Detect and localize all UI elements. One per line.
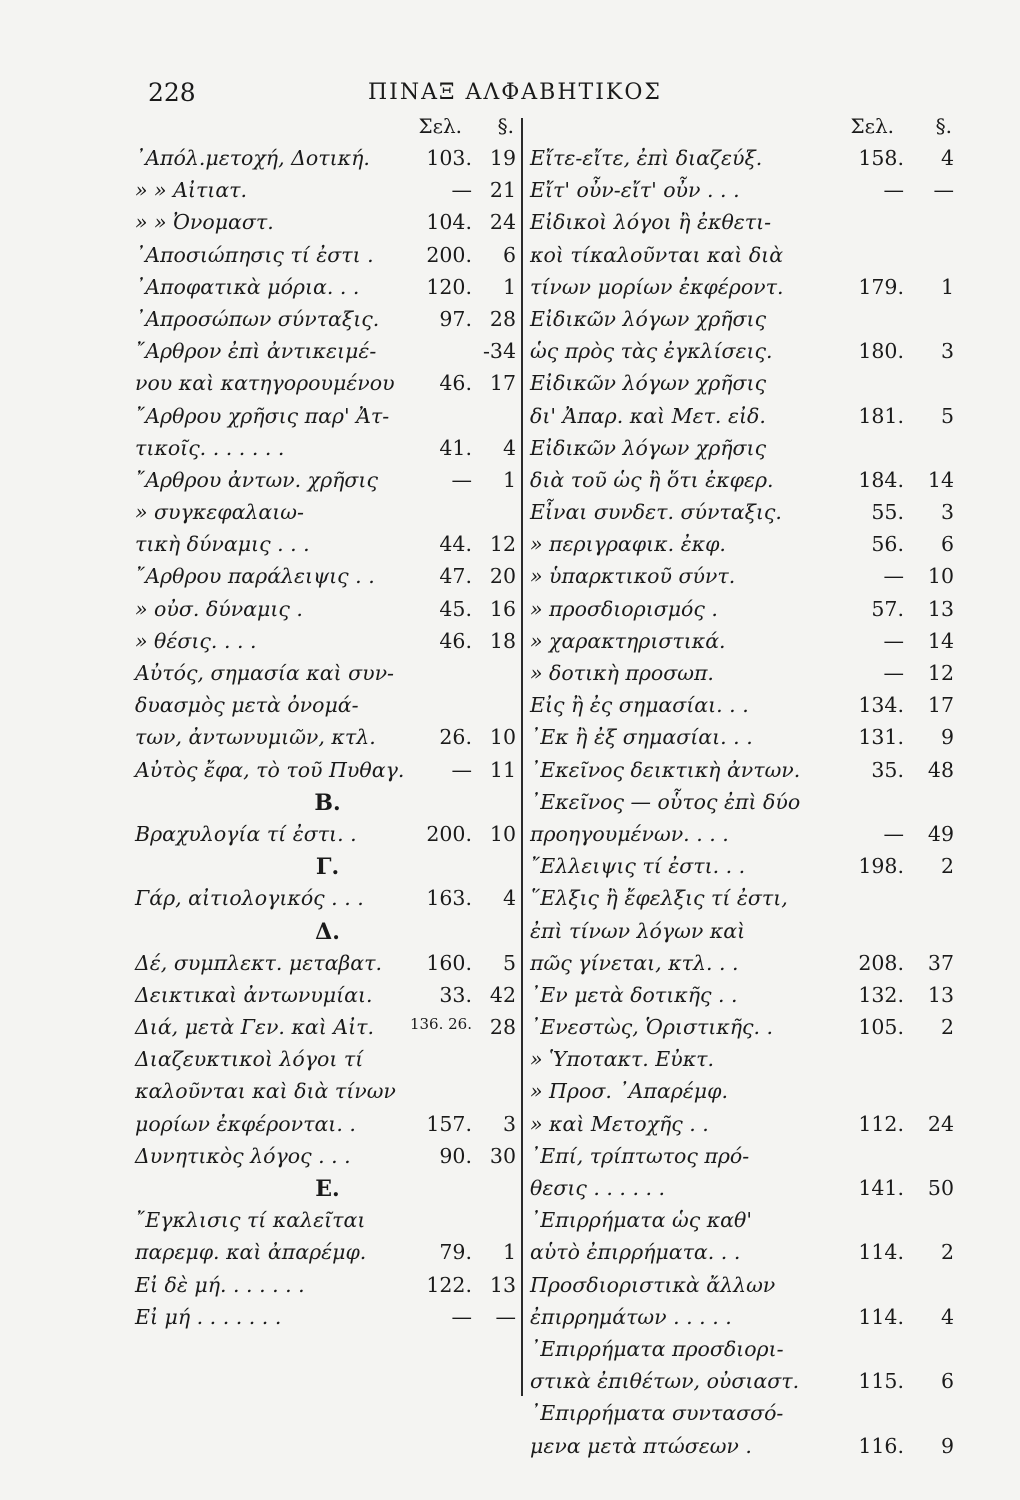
entry-section: 28: [489, 306, 516, 331]
entry-section: 9: [940, 1433, 954, 1458]
entry-text: » ὑπαρκτικοῦ σύντ.: [530, 564, 736, 589]
entry-section: 16: [489, 596, 516, 621]
entry-text: Αὐτός, σημασία καὶ συν-: [135, 661, 394, 685]
index-entry: [135, 1142, 520, 1174]
entry-text: ἐπιρρημάτων . . . . .: [530, 1304, 732, 1329]
entry-page: 45.: [439, 596, 472, 621]
entry-text: θεσις . . . . . .: [530, 1176, 666, 1200]
index-entry: [135, 369, 520, 401]
index-entry: [530, 1303, 954, 1335]
entry-page: 57.: [871, 596, 904, 621]
index-entry: [530, 273, 954, 305]
index-entry: [530, 1399, 950, 1431]
entry-text: ᾿Εκεῖνος δεικτικὴ ἀντων.: [530, 757, 801, 782]
index-entry: [530, 981, 954, 1013]
page-column-label: Σελ.: [418, 114, 462, 138]
index-entry: [530, 176, 954, 208]
entry-page: 116.: [858, 1433, 904, 1458]
entry-section: 1: [940, 274, 954, 299]
entry-text: Διά, μετὰ Γεν. καὶ Αἰτ.: [135, 1015, 375, 1040]
page-number: 228: [148, 78, 196, 107]
index-entry: [530, 1335, 950, 1367]
index-entry: [530, 144, 954, 176]
entry-text: ἐπὶ τίνων λόγων καὶ: [530, 918, 746, 943]
entry-page: 179.: [858, 274, 904, 299]
entry-section: 11: [489, 757, 516, 782]
entry-page: 103.: [426, 146, 472, 170]
index-entry: [135, 659, 520, 691]
entry-page: 97.: [439, 306, 472, 331]
index-entry: [530, 1432, 954, 1464]
entry-page: 180.: [858, 339, 904, 364]
entry-text: παρεμφ. καὶ ἀπαρέμφ.: [135, 1240, 367, 1265]
entry-section: 12: [927, 661, 954, 685]
index-entry: [530, 305, 950, 337]
entry-section: 10: [489, 821, 516, 846]
entry-page: 46.: [439, 628, 472, 653]
entry-section: 24: [927, 1111, 954, 1136]
index-entry: [135, 208, 520, 240]
entry-page: 112.: [858, 1111, 904, 1136]
entry-text: Εἰδικοὶ λόγοι ἢ ἐκθετι-: [530, 210, 772, 235]
index-entry: [530, 595, 954, 627]
index-entry: [135, 820, 520, 852]
entry-page: 141.: [858, 1176, 904, 1200]
entry-text: διὰ τοῦ ὡς ἢ ὅτι ἐκφερ.: [530, 467, 774, 492]
index-entry: [530, 434, 950, 466]
entry-page: —: [451, 1304, 472, 1329]
entry-page: 41.: [439, 435, 472, 460]
entry-section: 21: [489, 178, 516, 203]
entry-text: καλοῦνται καὶ διὰ τίνων: [135, 1079, 396, 1104]
entry-section: —: [495, 1304, 516, 1329]
entry-text: » χαρακτηριστικά.: [530, 628, 726, 653]
entry-text: τικοῖς. . . . . . .: [135, 435, 285, 460]
entry-text: » Ὑποτακτ. Εὐκτ.: [530, 1047, 715, 1072]
entry-text: Εἰ δὲ μή. . . . . . .: [135, 1272, 305, 1297]
index-entry: [530, 659, 954, 691]
entry-text: ῎Εγκλισις τί καλεῖται: [135, 1208, 366, 1233]
index-entry: [135, 434, 520, 466]
index-entry: [530, 917, 950, 949]
entry-section: 2: [940, 1240, 954, 1265]
entry-section: 37: [927, 950, 954, 975]
entry-section: 20: [489, 564, 516, 589]
entry-text: Αὐτὸς ἔφα, τὸ τοῦ Πυθαγ.: [135, 757, 405, 782]
entry-text: ᾿Επιρρήματα συντασσό-: [530, 1401, 784, 1426]
entry-page: 33.: [439, 982, 472, 1007]
index-entry: [135, 498, 520, 530]
letter-heading-text: Γ.: [315, 854, 340, 881]
entry-section: 3: [940, 500, 954, 525]
entry-section: 10: [489, 725, 516, 750]
entry-text: » » Αἰτιατ.: [135, 178, 248, 203]
entry-page: 26.: [439, 725, 472, 750]
index-entry: [135, 627, 520, 659]
index-entry: [135, 1013, 520, 1045]
entry-section: 30: [489, 1143, 516, 1168]
entry-text: ῎Αρθρου ἀντων. χρῆσις: [135, 467, 378, 492]
entry-text: ᾿Ενεστὼς, Ὁριστικῆς. .: [530, 1015, 774, 1040]
letter-heading-text: Β.: [314, 789, 341, 816]
entry-text: τίνων μορίων ἐκφέροντ.: [530, 274, 784, 299]
letter-heading: [135, 917, 520, 949]
index-entry: [530, 852, 954, 884]
index-entry: [530, 241, 950, 273]
entry-text: Δέ, συμπλεκτ. μεταβατ.: [135, 950, 382, 975]
index-entry: [530, 208, 950, 240]
entry-page: 181.: [858, 403, 904, 428]
entry-page: 134.: [858, 693, 904, 718]
index-entry: [135, 981, 520, 1013]
page-column-label: Σελ.: [850, 114, 894, 138]
entry-section: 6: [502, 242, 516, 267]
entry-section: 1: [502, 467, 516, 492]
entry-section: 5: [502, 950, 516, 975]
index-entry: [530, 466, 954, 498]
entry-text: Εἴτ' οὖν-εἴτ' οὖν . . .: [530, 178, 740, 203]
entry-text: πῶς γίνεται, κτλ. . .: [530, 950, 739, 975]
entry-section: 3: [940, 339, 954, 364]
section-column-label: §.: [935, 114, 952, 138]
entry-text: Δυνητικὸς λόγος . . .: [135, 1143, 351, 1168]
entry-page: —: [883, 564, 904, 589]
index-entry: [530, 691, 954, 723]
left-column: [135, 112, 520, 1335]
entry-section: 24: [489, 210, 516, 235]
entry-section: 4: [940, 146, 954, 170]
entry-section: 17: [927, 693, 954, 718]
index-entry: [135, 1206, 520, 1238]
entry-section: 12: [489, 532, 516, 557]
entry-text: » προσδιορισμός .: [530, 596, 718, 621]
index-entry: [530, 884, 950, 916]
entry-text: ᾿Επιρρήματα ὡς καθ': [530, 1208, 752, 1233]
entry-page: 44.: [439, 532, 472, 557]
entry-page: 208.: [858, 950, 904, 975]
entry-section: 49: [927, 821, 954, 846]
index-entry: [135, 273, 520, 305]
entry-text: ῎Αρθρου χρῆσις παρ' Ἀτ-: [135, 403, 390, 428]
index-entry: [135, 595, 520, 627]
entry-text: » » Ὀνομαστ.: [135, 210, 274, 235]
index-entry: [530, 788, 950, 820]
entry-section: 18: [489, 628, 516, 653]
index-entry: [530, 1110, 954, 1142]
entry-page: 115.: [858, 1369, 904, 1394]
entry-text: αὑτὸ ἐπιρρήματα. . .: [530, 1240, 741, 1265]
index-entry: [135, 1077, 520, 1109]
entry-page: 198.: [858, 854, 904, 879]
left-column-header: [135, 112, 520, 144]
entry-page: 35.: [871, 757, 904, 782]
entry-text: ᾿Εκ ἢ ἐξ σημασίαι. . .: [530, 725, 753, 750]
entry-page: 47.: [439, 564, 472, 589]
entry-text: ῎Ελλειψις τί ἐστι. . .: [530, 854, 746, 879]
index-entry: [530, 1174, 954, 1206]
index-entry: [135, 305, 520, 337]
entry-section: -34: [482, 339, 516, 364]
index-entry: [530, 369, 950, 401]
index-entry: [135, 756, 520, 788]
index-entry: [530, 1367, 954, 1399]
entry-text: ὡς πρὸς τὰς ἐγκλίσεις.: [530, 339, 773, 364]
entry-section: 4: [940, 1304, 954, 1329]
entry-text: ᾿Αποφατικὰ μόρια. . .: [135, 274, 360, 299]
entry-text: ῎Αρθρον ἐπὶ ἀντικειμέ-: [135, 339, 377, 364]
entry-section: 1: [502, 1240, 516, 1265]
right-column: [530, 112, 954, 1464]
index-entry: [530, 1271, 950, 1303]
entry-text: Δεικτικαὶ ἀντωνυμίαι.: [135, 982, 373, 1007]
entry-text: Βραχυλογία τί ἐστι. .: [135, 821, 357, 846]
entry-page: 136. 26.: [409, 1015, 472, 1034]
entry-section: 6: [940, 1369, 954, 1394]
index-entry: [530, 627, 954, 659]
letter-heading-text: Δ.: [315, 918, 340, 945]
entry-page: 157.: [426, 1111, 472, 1136]
entry-section: 3: [502, 1111, 516, 1136]
letter-heading: [135, 852, 520, 884]
entry-page: 120.: [426, 274, 472, 299]
index-entry: [135, 562, 520, 594]
index-entry: [530, 402, 954, 434]
entry-section: 14: [927, 467, 954, 492]
entry-text: των, ἀντωνυμιῶν, κτλ.: [135, 725, 376, 750]
index-entry: [135, 1110, 520, 1142]
index-entry: [530, 1045, 950, 1077]
index-entry: [135, 1238, 520, 1270]
entry-page: 114.: [858, 1304, 904, 1329]
entry-text: Γάρ, αἰτιολογικός . . .: [135, 886, 364, 911]
entry-text: μενα μετὰ πτώσεων .: [530, 1433, 752, 1458]
index-entry: [530, 562, 954, 594]
entry-page: 56.: [871, 532, 904, 557]
entry-page: 200.: [426, 821, 472, 846]
entry-section: 13: [489, 1272, 516, 1297]
index-entry: [135, 337, 520, 369]
entry-section: 6: [940, 532, 954, 557]
entry-text: Εἶναι συνδετ. σύνταξις.: [530, 500, 782, 525]
entry-section: 50: [927, 1176, 954, 1200]
entry-section: 4: [502, 886, 516, 911]
index-entry: [530, 530, 954, 562]
entry-section: 9: [940, 725, 954, 750]
entry-section: 13: [927, 596, 954, 621]
entry-page: 104.: [426, 210, 472, 235]
entry-text: Διαζευκτικοὶ λόγοι τί: [135, 1047, 364, 1072]
entry-page: 132.: [858, 982, 904, 1007]
entry-page: —: [451, 467, 472, 492]
entry-text: προηγουμένων. . . .: [530, 821, 729, 846]
entry-page: —: [451, 178, 472, 203]
right-column-header: [530, 112, 950, 144]
entry-text: στικὰ ἐπιθέτων, οὐσιαστ.: [530, 1369, 800, 1394]
entry-section: 42: [489, 982, 516, 1007]
entry-text: Εἰδικῶν λόγων χρῆσις: [530, 306, 767, 331]
entry-page: —: [883, 628, 904, 653]
entry-section: 48: [927, 757, 954, 782]
entry-page: 131.: [858, 725, 904, 750]
entry-section: 14: [927, 628, 954, 653]
entry-text: Εἴτε-εἴτε, ἐπὶ διαζεύξ.: [530, 146, 763, 170]
entry-text: ᾿Εκεῖνος — οὗτος ἐπὶ δύο: [530, 789, 801, 814]
entry-page: —: [883, 661, 904, 685]
entry-page: 79.: [439, 1240, 472, 1265]
entry-text: » Προσ. ᾿Απαρέμφ.: [530, 1079, 728, 1104]
index-entry: [135, 884, 520, 916]
index-entry: [135, 176, 520, 208]
entry-section: 13: [927, 982, 954, 1007]
index-entry: [135, 466, 520, 498]
index-entry: [530, 1142, 950, 1174]
entry-page: —: [451, 757, 472, 782]
entry-section: 17: [489, 371, 516, 396]
entry-page: —: [883, 178, 904, 203]
index-entry: [530, 949, 954, 981]
entry-section: 1: [502, 274, 516, 299]
entry-text: νου καὶ κατηγορουμένου: [135, 371, 395, 396]
entry-page: 90.: [439, 1143, 472, 1168]
index-entry: [530, 756, 954, 788]
index-entry: [530, 1077, 950, 1109]
entry-page: 163.: [426, 886, 472, 911]
letter-heading-text: Ε.: [315, 1176, 340, 1202]
entry-section: 28: [489, 1015, 516, 1040]
entry-page: 184.: [858, 467, 904, 492]
index-entry: [530, 1238, 954, 1270]
entry-text: ῞Ελξις ἢ ἔφελξις τί ἐστι,: [530, 886, 788, 911]
index-entry: [530, 1206, 950, 1238]
entry-text: » καὶ Μετοχῆς . .: [530, 1111, 709, 1136]
index-entry: [530, 723, 954, 755]
entry-text: ᾿Επιρρήματα προσδιορι-: [530, 1336, 784, 1361]
entry-text: δυασμὸς μετὰ ὀνομά-: [135, 693, 359, 718]
index-entry: [135, 691, 520, 723]
entry-section: —: [933, 178, 954, 203]
entry-page: 160.: [426, 950, 472, 975]
page-title: ΠΙΝΑΞ ΑΛΦΑΒΗΤΙΚΟΣ: [368, 80, 662, 105]
entry-page: 200.: [426, 242, 472, 267]
index-entry: [135, 530, 520, 562]
index-entry: [135, 723, 520, 755]
entry-text: » οὐσ. δύναμις .: [135, 596, 303, 621]
entry-page: 105.: [858, 1015, 904, 1040]
entry-page: 46.: [439, 371, 472, 396]
entry-section: 19: [489, 146, 516, 170]
index-entry: [530, 1013, 954, 1045]
entry-page: 55.: [871, 500, 904, 525]
entry-text: ᾿Αποσιώπησις τί ἐστι .: [135, 242, 374, 267]
entry-text: Προσδιοριστικὰ ἄλλων: [530, 1272, 776, 1297]
entry-text: Εἰδικῶν λόγων χρῆσις: [530, 371, 767, 396]
entry-text: ᾿Επί, τρίπτωτος πρό-: [530, 1143, 750, 1168]
section-column-label: §.: [497, 114, 514, 138]
entry-text: ᾿Απόλ.μετοχή, Δοτική.: [135, 146, 370, 170]
entry-page: 122.: [426, 1272, 472, 1297]
letter-heading: [135, 1174, 520, 1206]
entry-text: ᾿Εν μετὰ δοτικῆς . .: [530, 982, 738, 1007]
index-entry: [135, 402, 520, 434]
entry-text: Εἰδικῶν λόγων χρῆσις: [530, 435, 767, 460]
entry-text: μορίων ἐκφέρονται. .: [135, 1111, 356, 1136]
index-entry: [135, 1045, 520, 1077]
index-entry: [530, 820, 954, 852]
index-entry: [135, 241, 520, 273]
column-divider: [521, 118, 523, 1396]
entry-text: ῎Αρθρου παράλειψις . .: [135, 564, 375, 589]
entry-text: » δοτικὴ προσωπ.: [530, 661, 714, 685]
entry-section: 10: [927, 564, 954, 589]
entry-text: κοὶ τίκαλοῦνται καὶ διὰ: [530, 242, 784, 267]
entry-section: 5: [940, 403, 954, 428]
entry-page: 158.: [858, 146, 904, 170]
entry-section: 2: [940, 1015, 954, 1040]
index-entry: [135, 949, 520, 981]
index-entry: [135, 1271, 520, 1303]
entry-text: » περιγραφικ. ἐκφ.: [530, 532, 726, 557]
entry-section: 2: [940, 854, 954, 879]
index-entry: [530, 498, 954, 530]
entry-text: Εἰς ἢ ἐς σημασίαι. . .: [530, 693, 749, 718]
entry-text: » θέσις. . . .: [135, 628, 257, 653]
entry-page: 114.: [858, 1240, 904, 1265]
letter-heading: [135, 788, 520, 820]
entry-text: » συγκεφαλαιω-: [135, 500, 304, 525]
entry-text: ᾿Απροσώπων σύνταξις.: [135, 306, 380, 331]
index-entry: [135, 144, 520, 176]
entry-section: 4: [502, 435, 516, 460]
entry-text: δι' Ἀπαρ. καὶ Μετ. εἰδ.: [530, 403, 766, 428]
entry-text: τικὴ δύναμις . . .: [135, 532, 310, 557]
entry-page: —: [883, 821, 904, 846]
entry-text: Εἰ μή . . . . . . .: [135, 1304, 282, 1329]
index-entry: [135, 1303, 520, 1335]
index-entry: [530, 337, 954, 369]
